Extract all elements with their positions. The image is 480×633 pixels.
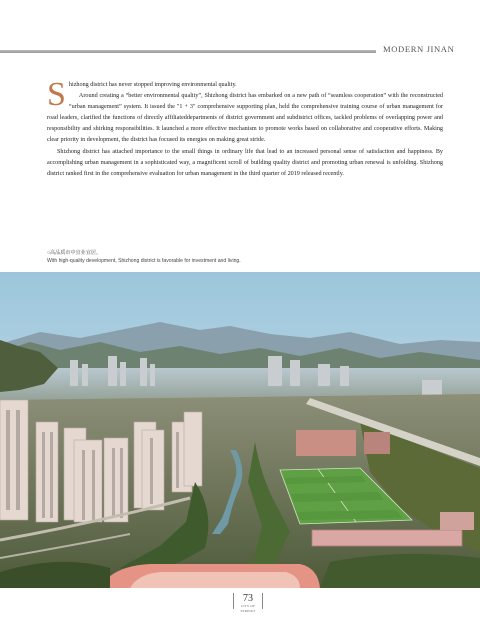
paragraph-1 <box>47 76 443 113</box>
paragraph-1-text: hizhong district has never stopped improving environmental quality. <box>68 82 237 88</box>
aerial-city-photo <box>0 272 480 588</box>
magazine-name: CITY OF SPRINGS <box>240 604 256 613</box>
paragraph-3: Shizhong district has attached importance to the small things in ordinary life that lead to an increased personal sense of satisfaction and happiness. By accomplishing urban management in a sophisticated way, a magnificent scroll of building quality district and promoting urban renewal is unfolding. Shizhong district ranked first in the comprehensive evaluation for urban management in the third quarter of 2019 released recently. <box>47 148 443 177</box>
paragraph-2: Around creating a “better environmental quality”, Shizhong district has embarked on a new path of “seamless cooperation” with the reconstructed “urban management” system. It issued the "1 + 3" comprehensive supporting plan, held the comprehensive training course of urban management for road leaders, clarified the functions of directly affiliateddepartments of district government and subdistrict offices, tackled problems of overlapping power and responsibility and shirking responsibilities. It launched a more effective mechanism to promote works based on collaborative and cooperative efforts. Making clear priority in development, the district has focused its energies on making great stride. <box>47 93 443 144</box>
magazine-section-title: MODERN JINAN <box>383 44 455 54</box>
drop-cap: S <box>47 76 66 113</box>
page-number: 73 <box>243 593 253 604</box>
header-rule <box>0 50 376 53</box>
photo-caption <box>47 250 447 265</box>
caption-english: With high-quality development, Shizhong district is favorable for investment and living. <box>47 257 241 264</box>
caption-chinese: ○高品质市中宜业宜居。 <box>47 250 102 256</box>
article-body <box>47 76 443 180</box>
page-folio <box>233 593 263 613</box>
